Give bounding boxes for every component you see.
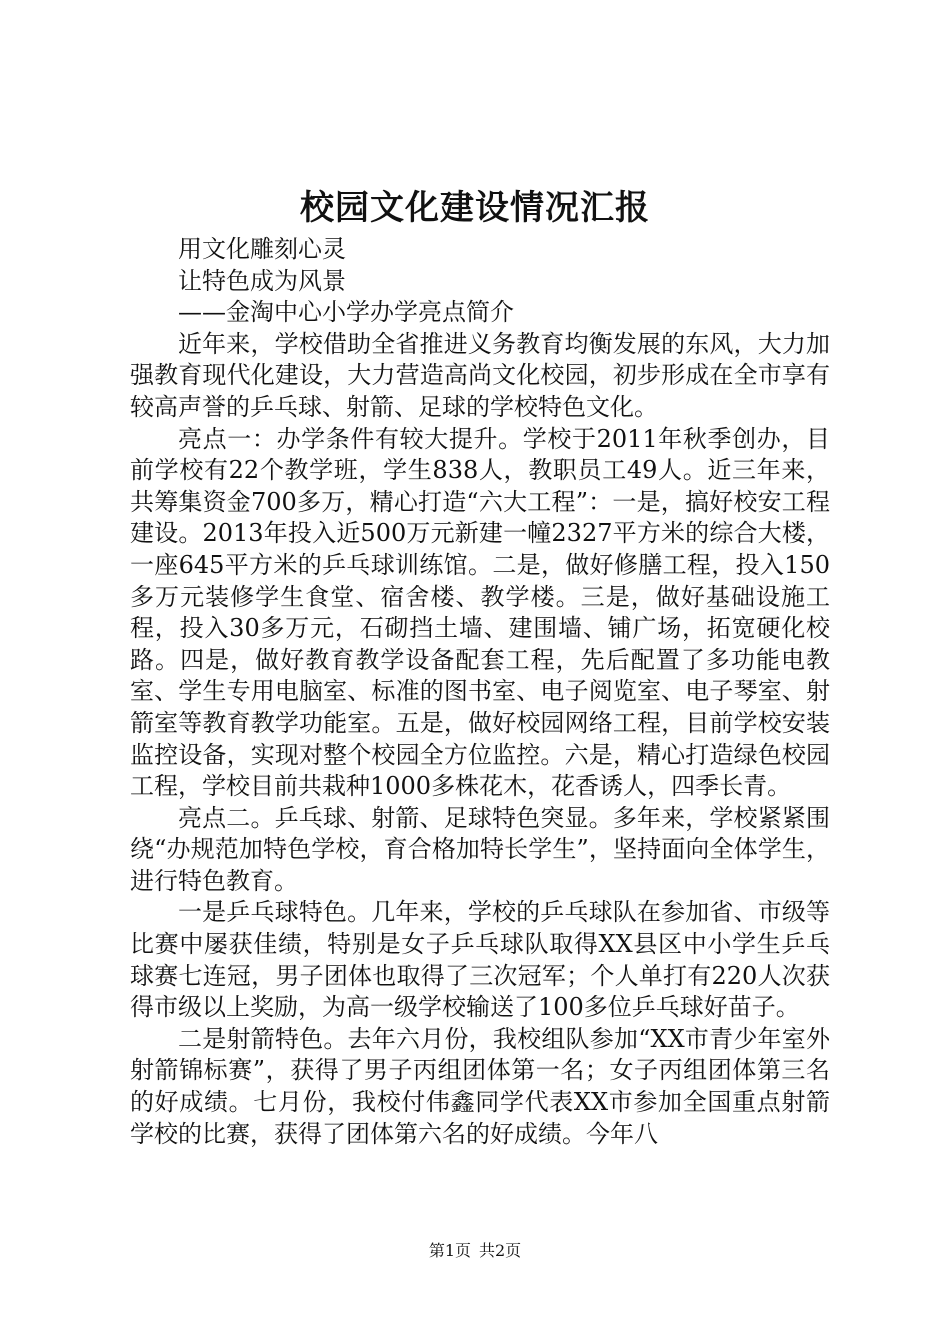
document-title: 校园文化建设情况汇报 — [300, 188, 650, 228]
body-paragraph: 一是乒乓球特色。几年来，学校的乒乓球队在参加省、市级等比赛中屡获佳绩，特别是女子乒乓球队取得XX县区中小学生乒乓球赛七连冠，男子团体也取得了三次冠军；个人单打有220人次获得市级以上奖励，为高一级学校输送了100多位乒乓球好苗子。 — [130, 898, 830, 1022]
body-paragraph: 近年来，学校借助全省推进义务教育均衡发展的东风，大力加强教育现代化建设，大力营造高尚文化校园，初步形成在全市享有较高声誉的乒乓球、射箭、足球的学校特色文化。 — [130, 329, 830, 421]
document-body — [130, 234, 830, 1150]
page-footer — [0, 1241, 950, 1261]
subtitle-line: 让特色成为风景 — [178, 266, 346, 295]
body-paragraph: 亮点一：办学条件有较大提升。学校于2011年秋季创办，目前学校有22个教学班，学生838人，教职员工49人。近三年来，共筹集资金700多万，精心打造“六大工程”：一是，搞好校安工程建设。2013年投入近500万元新建一幢2327平方米的综合大楼，一座645平方米的乒乓球训练馆。二是，做好修膳工程，投入150多万元装修学生食堂、宿舍楼、教学楼。三是，做好基础设施工程，投入30多万元，石砌挡土墙、建围墙、铺广场，拓宽硬化校路。四是，做好教育教学设备配套工程，先后配置了多功能电教室、学生专用电脑室、标准的图书室、电子阅览室、电子琴室、射箭室等教育教学功能室。五是，做好校园网络工程，目前学校安装监控设备，实现对整个校园全方位监控。六是，精心打造绿色校园工程，学校目前共栽种1000多株花木，花香诱人，四季长青。 — [130, 424, 830, 801]
subtitle-line: ——金淘中心小学办学亮点简介 — [178, 298, 514, 327]
subtitle-line: 用文化雕刻心灵 — [178, 235, 346, 263]
body-paragraph: 二是射箭特色。去年六月份，我校组队参加“XX市青少年室外射箭锦标赛”，获得了男子丙组团体第一名；女子丙组团体第三名的好成绩。七月份，我校付伟鑫同学代表XX市参加全国重点射箭学校的比赛，获得了团体第六名的好成绩。今年八 — [130, 1024, 830, 1148]
page-total: 共2页 — [479, 1241, 522, 1260]
body-paragraph: 亮点二。乒乓球、射箭、足球特色突显。多年来，学校紧紧围绕“办规范加特色学校，育合格加特长学生”，坚持面向全体学生，进行特色教育。 — [130, 803, 830, 895]
page-number: 第1页 — [428, 1241, 471, 1260]
